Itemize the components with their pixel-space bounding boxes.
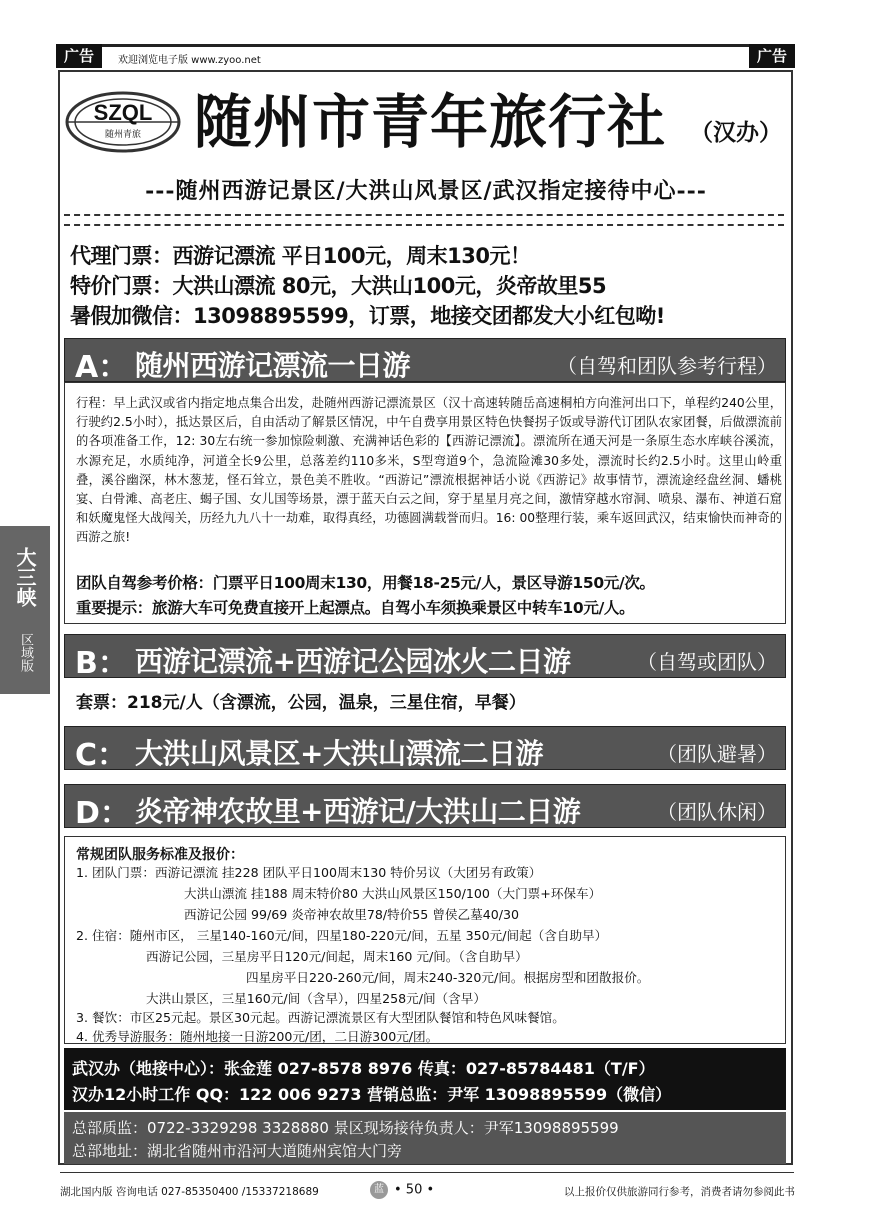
promo-wechat-line: 暑假加微信：13098895599，订票，地接交团都发大小红包呦! [70, 304, 665, 328]
top-rule [60, 44, 794, 47]
route-c-code: C： [75, 738, 128, 770]
promo-special-line: 特价门票：大洪山漂流 80元，大洪山100元，炎帝故里55 [70, 274, 607, 298]
footer-page [370, 1181, 434, 1199]
page-number: • 50 • [394, 1182, 435, 1198]
route-c-title: 大洪山风景区+大洪山漂流二日游 [135, 737, 543, 770]
agency-title: 随州市青年旅行社 [194, 88, 667, 156]
site-url[interactable]: 欢迎浏览电子版 www.zyoo.net [118, 55, 261, 66]
service-line: 大洪山景区，三星160元/间（含早），四星258元/间（含早） [146, 991, 486, 1006]
service-subtitle: ---随州西游记景区/大洪山风景区/武汉指定接待中心--- [145, 178, 707, 204]
headquarters-panel [64, 1112, 786, 1164]
route-b-package: 套票：218元/人（含漂流，公园，温泉，三星住宿，早餐） [76, 693, 526, 713]
service-line: 大洪山漂流 挂188 周末特价80 大洪山风景区150/100（大门票+环保车） [184, 886, 602, 901]
contact-qq-line: 汉办12小时工作 QQ：122 006 9273 营销总监：尹军 13098895599（微信） [72, 1085, 672, 1104]
route-b-band [64, 634, 786, 678]
route-a-price: 团队自驾参考价格：门票平日100周末130，用餐18-25元/人，景区导游150元/次。 [76, 574, 655, 592]
side-tab-subtitle: 区域版 [18, 632, 33, 672]
footer-edition: 湖北国内版 咨询电话 027-85350400 /15337218689 [60, 1186, 319, 1198]
service-line: 1. 团队门票：西游记漂流 挂228 团队平日100周末130 特价另议（大团另有政策） [76, 865, 542, 880]
service-line: 西游记公园，三星房平日120元/间起，周末160 元/间。（含自助早） [146, 949, 528, 964]
route-d-code: D： [75, 796, 130, 828]
route-a-title: 随州西游记漂流一日游 [135, 349, 411, 382]
hq-quality-line: 总部质监：0722-3329298 3328880 景区现场接待负责人：尹军13098895599 [72, 1119, 619, 1137]
service-line: 3. 餐饮：市区25元起。景区30元起。西游记漂流景区有大型团队餐馆和特色风味餐馆。 [76, 1010, 565, 1025]
bottom-rule [60, 1172, 794, 1173]
service-line: 四星房平日220-260元/间，周末240-320元/间。根据房型和团散报价。 [246, 970, 650, 985]
route-c-note: （团队避暑） [657, 742, 777, 766]
footer-disclaimer: 以上报价仅供旅游同行参考，消费者请勿参阅此书 [564, 1186, 795, 1198]
contact-office-line: 武汉办（地接中心）：张金莲 027-8578 8976 传真：027-85784481（T/F） [72, 1059, 655, 1078]
route-b-title: 西游记漂流+西游记公园冰火二日游 [135, 645, 571, 678]
route-d-note: （团队休闲） [657, 800, 777, 824]
route-b-code: B： [75, 646, 128, 678]
route-a-code: A： [75, 350, 129, 382]
hq-address-line: 总部地址：湖北省随州市沿河大道随州宾馆大门旁 [72, 1142, 403, 1160]
service-line: 西游记公园 99/69 炎帝神农故里78/特价55 曾侯乙墓40/30 [184, 907, 519, 922]
dash-divider [64, 214, 784, 216]
service-line: 2. 住宿：随州市区， 三星140-160元/间，四星180-220元/间，五星 350元/间起（含自助早） [76, 928, 608, 943]
service-line: 4. 优秀导游服务：随州地接一日游200元/团，二日游300元/团。 [76, 1029, 439, 1044]
szql-logo [64, 90, 182, 154]
section-side-tab [0, 526, 50, 694]
ad-label-left: 广告 [56, 44, 102, 68]
route-d-title: 炎帝神农故里+西游记/大洪山二日游 [135, 795, 581, 828]
logo-subtext: 随州青旅 [104, 130, 142, 140]
route-d-band [64, 784, 786, 828]
ad-label-right: 广告 [749, 44, 795, 68]
logo-text: SZQL [93, 100, 153, 125]
side-tab-title: 大三峡 [13, 547, 37, 607]
service-heading: 常规团队服务标准及报价： [76, 847, 244, 863]
route-c-band [64, 726, 786, 770]
promo-ticket-line: 代理门票：西游记漂流 平日100元，周末130元！ [70, 244, 531, 268]
branch-label: （汉办） [690, 120, 782, 146]
contact-panel [64, 1048, 786, 1110]
route-a-band [64, 338, 786, 382]
route-a-note: （自驾和团队参考行程） [557, 354, 777, 378]
route-b-note: （自驾或团队） [637, 650, 777, 674]
gem-icon: 蓝 [370, 1181, 388, 1199]
route-a-tip: 重要提示：旅游大车可免费直接开上起漂点。自驾小车须换乘景区中转车10元/人。 [76, 599, 635, 617]
route-a-itinerary: 行程：早上武汉或省内指定地点集合出发，赴随州西游记漂流景区（汉十高速转随岳高速桐柏方向淮河出口下，单程约240公里，行驶约2.5小时），抵达景区后，自由活动了解景区情况，中午自费享用景区特色快餐拐子饭或导游代订团队农家团餐，后做漂流前的各项准备工作，12: 30左右统一参加惊险刺激、充满神话色彩的【西游记漂流】。漂流所在通天河是一条原生态水库峡谷溪流，水源充足，水质纯净，河道全长9公里，总落差约110多米，S型弯道9个，急流险滩30多处，漂流时长约2.5小时。这里山岭重叠，溪谷幽深，林木葱茏，怪石耸立，景色美不胜收。“西游记”漂流根据神话小说《西游记》故事情节，漂流途经盘丝洞、蟠桃宴、白骨滩、高老庄、蝎子国、女儿国等场景，漂于蓝天白云之间，穿于星星月亮之间，激情穿越水帘洞、喷泉、瀑布、神道石窟和妖魔鬼怪大战闯关，历经九九八十一劫难，取得真经，功德圆满载誉而归。16: 00整理行装，乘车返回武汉，结束愉快而神奇的西游之旅! [76, 396, 782, 545]
dash-divider [64, 224, 784, 226]
